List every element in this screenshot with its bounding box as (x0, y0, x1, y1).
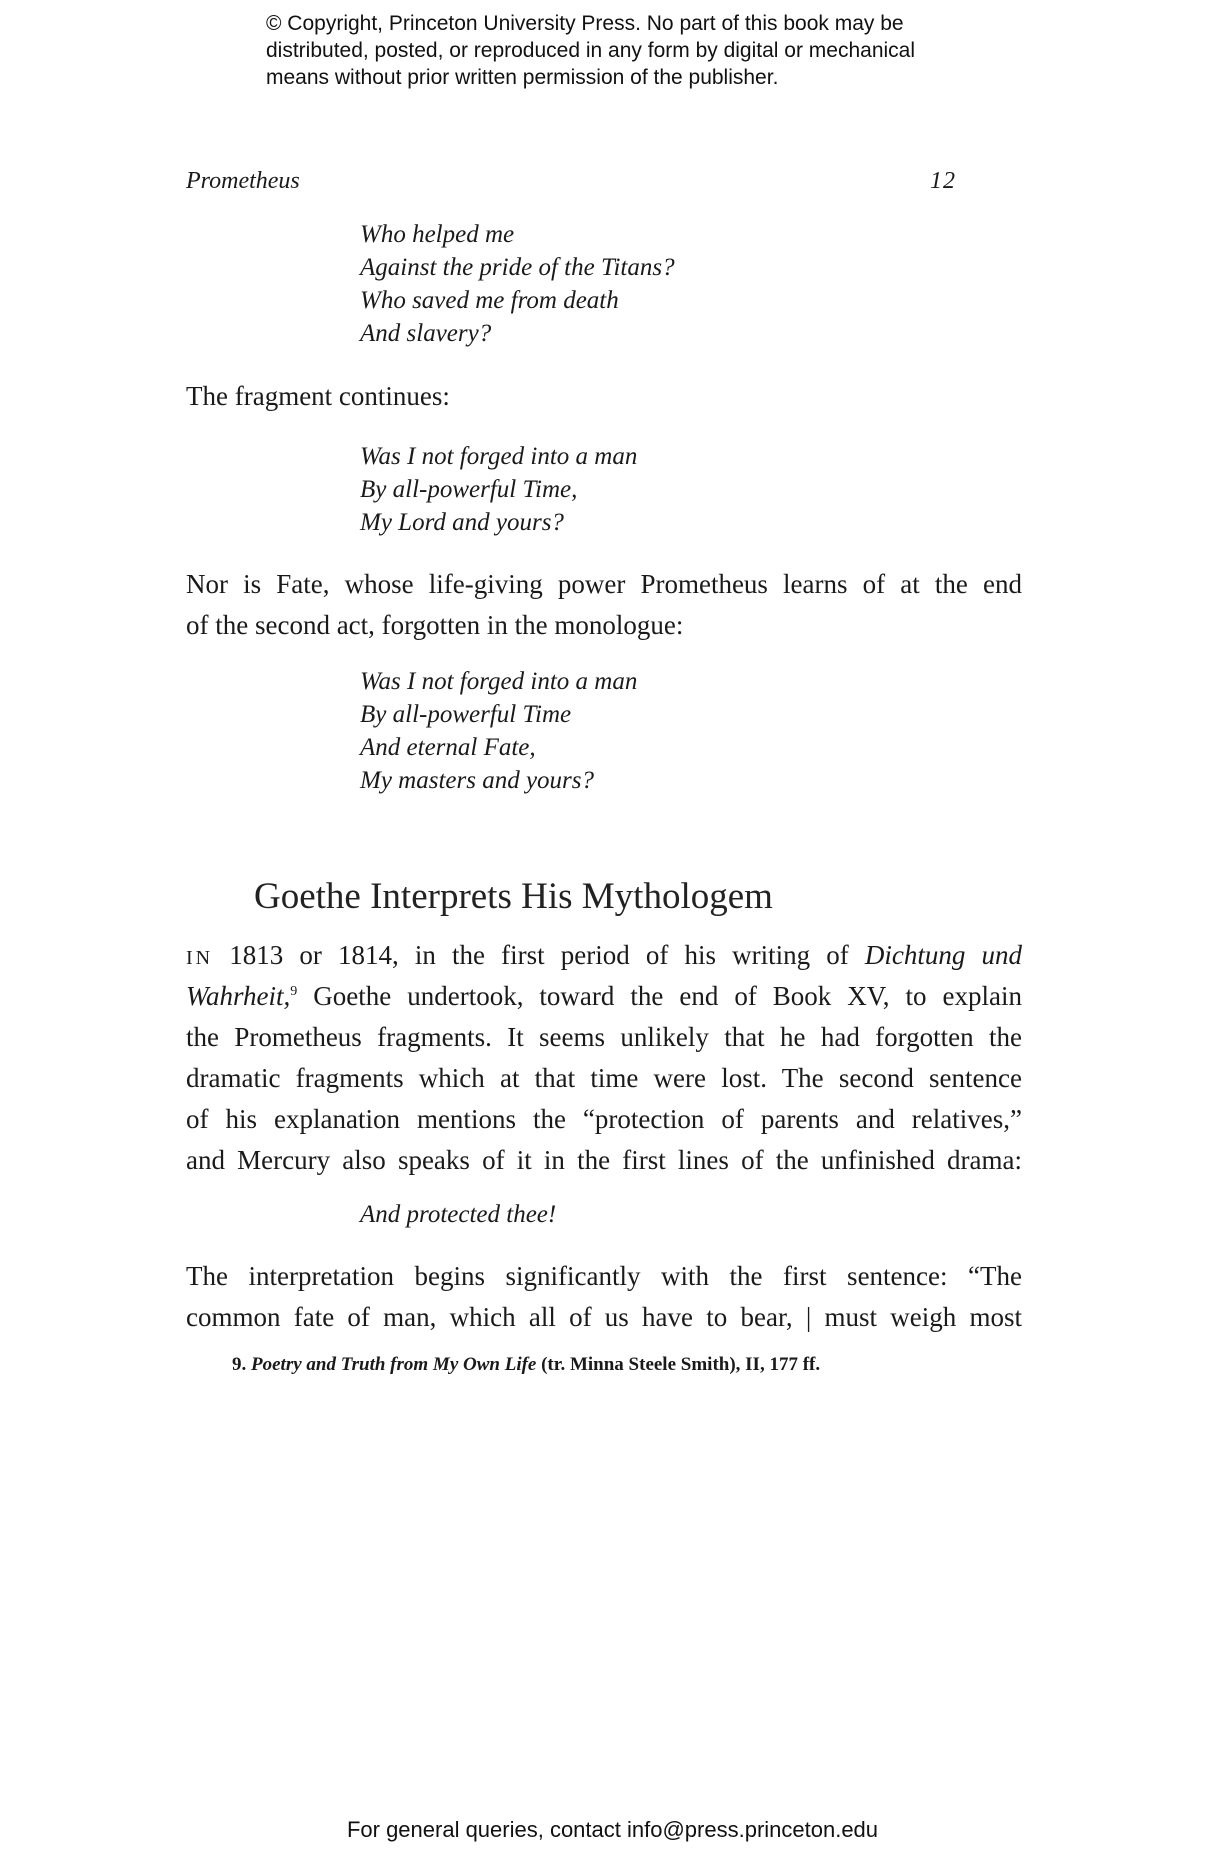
text-run: Goethe undertook, toward the end of Book XV, to explain (297, 981, 1022, 1011)
page-number: 12 (930, 168, 956, 194)
paragraph-line: dramatic fragments which at that time were lost. The second sentence (186, 1063, 1022, 1093)
footnote-number: 9. (232, 1354, 247, 1375)
running-title: Prometheus (186, 168, 300, 194)
copyright-line: distributed, posted, or reproduced in any form by digital or mechanical (266, 39, 916, 62)
paragraph (186, 376, 1022, 417)
verse-line: My Lord and yours? (360, 509, 564, 536)
verse-line: And slavery? (360, 320, 492, 347)
verse-line: Was I not forged into a man (360, 668, 638, 695)
text-run: 1813 or 1814, in the first period of his writing of (213, 940, 865, 970)
copyright-notice (266, 10, 986, 91)
verse-line: Against the pride of the Titans? (360, 254, 675, 281)
paragraph-line (186, 935, 1022, 976)
paragraph-line: of his explanation mentions the “protection of parents and relatives,” (186, 1104, 1022, 1134)
verse-line: Was I not forged into a man (360, 443, 638, 470)
footnote-title: Poetry and Truth from My Own Life (251, 1354, 537, 1375)
paragraph-line: of the second act, forgotten in the monologue: (186, 610, 684, 640)
verse-line: By all-powerful Time, (360, 476, 578, 503)
italic-title: Dichtung und (864, 940, 1022, 970)
footnote (232, 1354, 820, 1376)
verse-line: And eternal Fate, (360, 734, 536, 761)
footnote-text: (tr. Minna Steele Smith), II, 177 ff. (541, 1354, 821, 1375)
paragraph (186, 935, 1022, 1181)
verse-block (360, 218, 675, 350)
paragraph-line: Nor is Fate, whose life-giving power Prometheus learns of at the end (186, 569, 1022, 599)
copyright-line: © Copyright, Princeton University Press. No part of this book may be (266, 12, 904, 35)
verse-line: Who helped me (360, 221, 515, 248)
paragraph-line: the Prometheus fragments. It seems unlikely that he had forgotten the (186, 1022, 1022, 1052)
section-heading: Goethe Interprets His Mythologem (254, 876, 773, 917)
copyright-line: means without prior written permission of the publisher. (266, 66, 779, 89)
footnote-ref: 9 (290, 984, 298, 999)
verse-line: By all-powerful Time (360, 701, 572, 728)
paragraph-line: The interpretation begins significantly with the first sentence: “The (186, 1261, 1022, 1291)
paragraph (186, 564, 1022, 646)
verse-line: And protected thee! (360, 1201, 557, 1228)
verse-line: Who saved me from death (360, 287, 619, 314)
running-head (186, 168, 956, 204)
paragraph-line: and Mercury also speaks of it in the first lines of the unfinished drama: (186, 1145, 1022, 1175)
verse-block (360, 440, 637, 539)
paragraph-line: The fragment continues: (186, 381, 450, 411)
italic-title: Wahrheit, (186, 981, 291, 1011)
verse-block (360, 665, 637, 797)
verse-line: My masters and yours? (360, 767, 595, 794)
paragraph-line (186, 976, 1022, 1017)
paragraph-line: common fate of man, which all of us have to bear, | must weigh most (186, 1302, 1022, 1332)
verse-block (360, 1198, 556, 1231)
paragraph (186, 1256, 1022, 1338)
contact-footer: For general queries, contact info@press.princeton.edu (346, 1817, 879, 1842)
small-caps-opening: IN (186, 947, 214, 969)
